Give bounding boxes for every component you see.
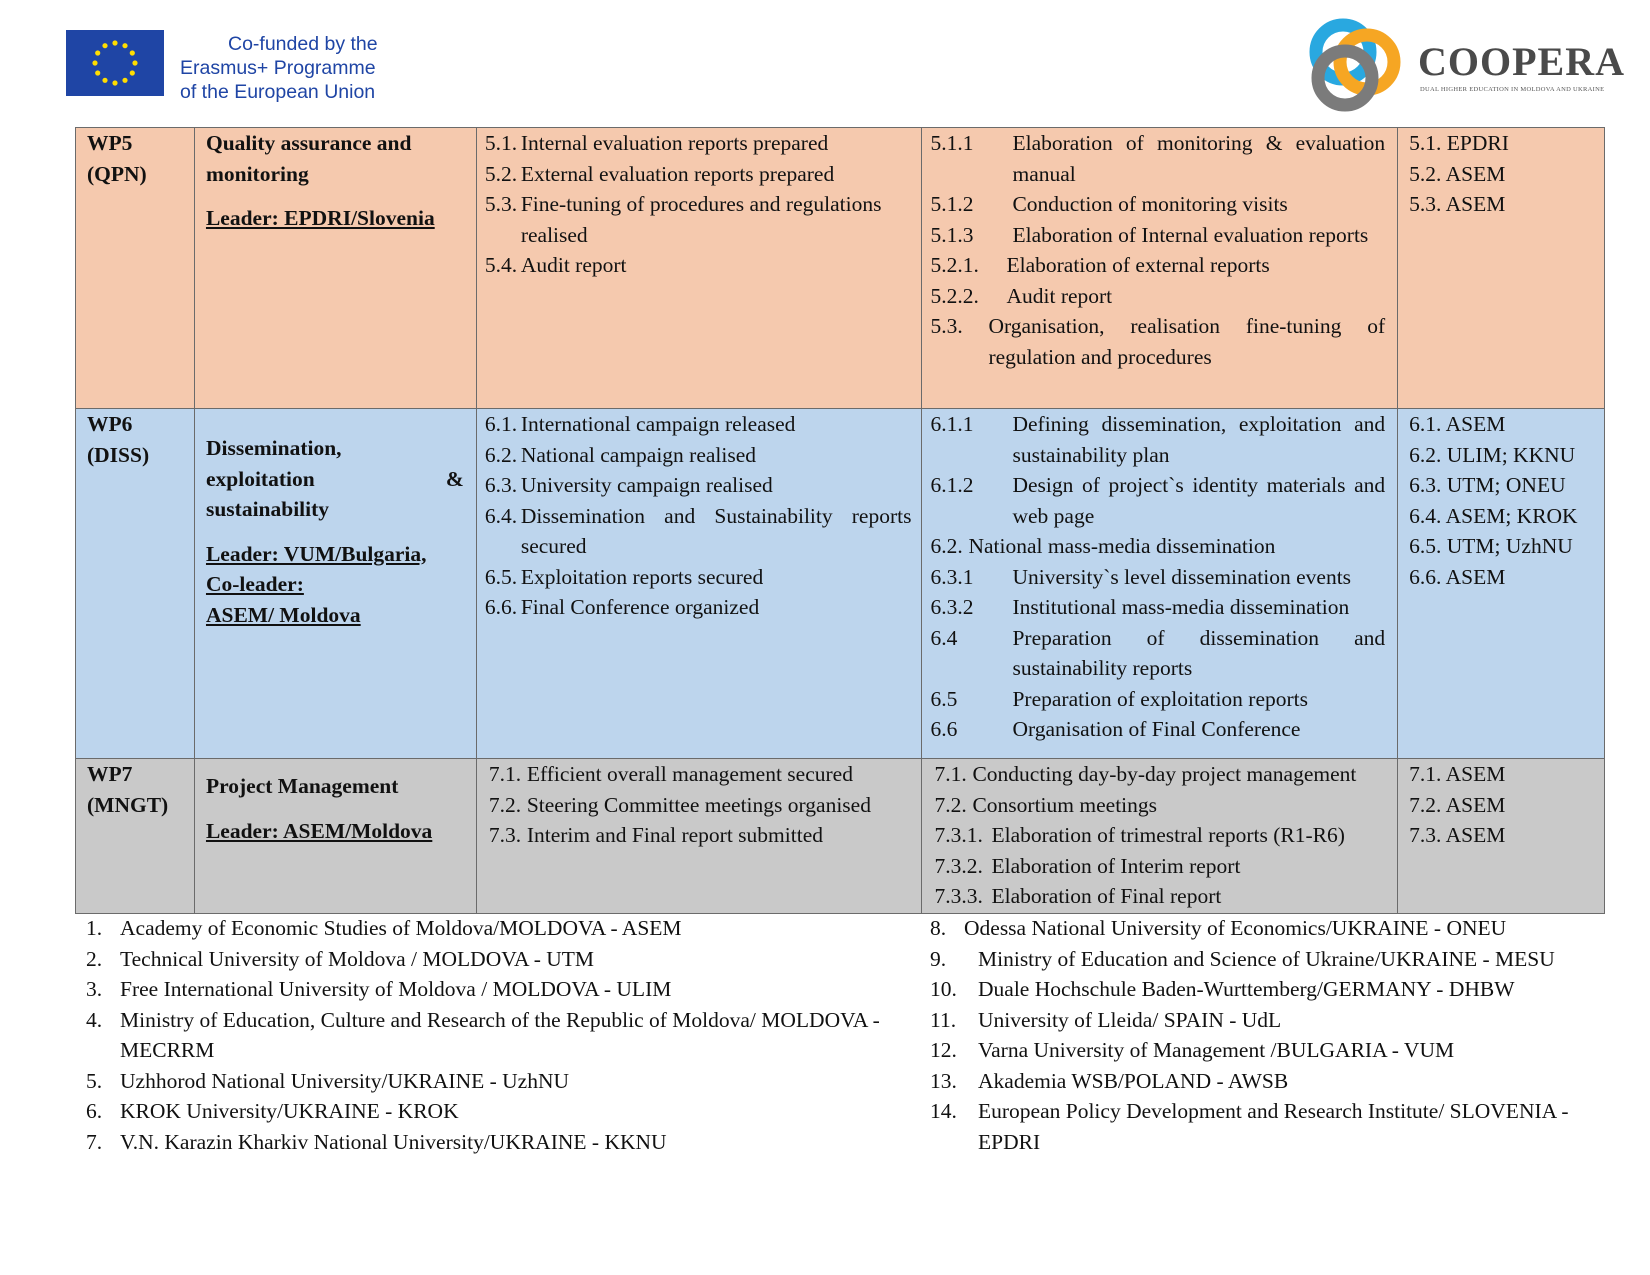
activity-text: Conducting day-by-day project management	[972, 762, 1357, 786]
list-item	[930, 1096, 1610, 1157]
wp-title-line: monitoring	[205, 161, 309, 186]
activity-text: Organisation, realisation fine-tuning of regulation and procedures	[988, 314, 1386, 369]
table-row-wp7	[76, 759, 1605, 914]
wp-partners-cell	[1398, 128, 1605, 409]
deliverable-item	[485, 250, 912, 281]
activity-item	[930, 531, 1385, 562]
wp-title-cell	[194, 128, 476, 409]
activity-text: Elaboration of monitoring & evaluation manual	[1012, 131, 1386, 186]
wp-number: WP6	[87, 412, 133, 436]
activity-text: University`s level dissemination events	[1012, 564, 1352, 589]
partner-number: 8.	[930, 916, 947, 940]
list-item	[86, 1005, 916, 1066]
deliverable-number: 6.6.	[484, 595, 518, 619]
deliverable-number: 6.2.	[484, 442, 518, 467]
wp-abbreviation: (QPN)	[87, 161, 147, 186]
activity-number: 7.3.2.	[934, 853, 983, 878]
wp-title-line: Dissemination,	[205, 436, 342, 460]
deliverable-number: 7.2.	[488, 792, 522, 817]
activity-text: Elaboration of Interim report	[991, 853, 1241, 878]
deliverable-item	[485, 592, 912, 623]
deliverable-item	[485, 409, 912, 440]
partner-number: 13.	[930, 1068, 957, 1093]
activity-number: 6.1.1	[930, 412, 974, 436]
wp-leader: Leader: ASEM/Moldova	[205, 818, 433, 843]
deliverable-text: Final Conference organized	[520, 595, 760, 619]
partner-name: Duale Hochschule Baden-Wurttemberg/GERMANY - DHBW	[978, 977, 1515, 1001]
list-item	[86, 944, 916, 975]
partner-number: 12.	[930, 1038, 957, 1062]
activity-text: Audit report	[1006, 283, 1113, 308]
deliverable-number: 7.1.	[488, 762, 522, 786]
activity-item	[930, 220, 1385, 251]
list-item	[930, 1035, 1610, 1066]
wp-abbreviation: (MNGT)	[87, 792, 169, 817]
activity-item	[930, 189, 1385, 220]
deliverable-item	[485, 189, 912, 250]
deliverable-item	[485, 501, 912, 562]
eu-flag-icon	[66, 30, 164, 96]
table-row-wp5	[76, 128, 1605, 409]
partner-assignment: 6.3. UTM; ONEU	[1409, 473, 1566, 497]
list-item	[930, 944, 1610, 975]
activity-item	[934, 790, 1385, 821]
deliverable-text: Internal evaluation reports prepared	[520, 131, 829, 155]
partner-name: Odessa National University of Economics/UKRAINE - ONEU	[964, 916, 1507, 940]
wp-abbreviation: (DISS)	[87, 442, 150, 467]
wp-title-cell	[194, 409, 476, 759]
wp-coleader-label: Co-leader:	[205, 572, 304, 596]
deliverable-number: 5.4.	[484, 253, 518, 277]
deliverable-item	[485, 470, 912, 501]
partner-number: 11.	[930, 1007, 957, 1032]
activity-number: 7.1.	[934, 762, 967, 786]
table-row-wp6	[76, 409, 1605, 759]
activity-number: 6.1.2	[930, 473, 974, 497]
activity-item	[930, 281, 1385, 312]
activity-item	[934, 851, 1385, 882]
activity-item	[930, 714, 1385, 745]
partner-assignment: 6.5. UTM; UzhNU	[1409, 534, 1573, 558]
partner-assignment: 6.4. ASEM; KROK	[1409, 503, 1578, 528]
activity-item	[930, 684, 1385, 715]
deliverable-number: 6.1.	[484, 412, 518, 436]
wp-number: WP7	[87, 762, 133, 786]
wp-coleader: ASEM/ Moldova	[205, 602, 361, 627]
activity-number: 5.2.2.	[930, 283, 979, 308]
wp-deliverables-cell	[476, 128, 922, 409]
eu-cofunded-text	[180, 32, 378, 104]
wp-partners-cell	[1398, 409, 1605, 759]
deliverable-text: University campaign realised	[520, 473, 773, 497]
list-item	[930, 974, 1610, 1005]
activity-item	[930, 623, 1385, 684]
deliverable-text: Efficient overall management secured	[526, 762, 853, 786]
wp-id-cell	[76, 759, 195, 914]
wp-id-cell	[76, 409, 195, 759]
partner-name: Ministry of Education and Science of Ukraine/UKRAINE - MESU	[978, 946, 1555, 971]
deliverable-number: 6.5.	[484, 564, 518, 589]
partner-number: 3.	[86, 977, 103, 1001]
eu-text-line-3: of the European Union	[180, 81, 376, 103]
activity-item	[930, 128, 1385, 189]
partner-assignment: 6.2. ULIM; KKNU	[1409, 442, 1576, 467]
activity-number: 6.2.	[930, 534, 963, 558]
activity-number: 5.1.3	[930, 222, 974, 247]
deliverable-item	[489, 790, 912, 821]
activity-text: Organisation of Final Conference	[1012, 717, 1301, 741]
activity-text: Consortium meetings	[972, 792, 1158, 817]
deliverable-text: Audit report	[520, 253, 627, 277]
activity-text: Design of project`s identity materials and web page	[1012, 473, 1386, 528]
deliverable-item	[485, 128, 912, 159]
activity-text: Preparation of dissemination and sustainability reports	[1012, 625, 1386, 680]
wp-id-cell	[76, 128, 195, 409]
activity-number: 7.3.3.	[934, 884, 983, 908]
partner-number: 10.	[930, 977, 957, 1001]
wp-leader: Leader: VUM/Bulgaria,	[205, 541, 427, 566]
wp-number: WP5	[87, 131, 133, 155]
partner-name: Ministry of Education, Culture and Research of the Republic of Moldova/ MOLDOVA - MECRRM	[120, 1007, 880, 1062]
partner-name: Free International University of Moldova / MOLDOVA - ULIM	[120, 977, 672, 1001]
partner-assignment: 7.3. ASEM	[1409, 823, 1506, 847]
partner-number: 5.	[86, 1068, 103, 1093]
coopera-name: COOPERA	[1418, 39, 1625, 84]
partner-name: Akademia WSB/POLAND - AWSB	[978, 1068, 1289, 1093]
activity-item	[930, 562, 1385, 593]
partner-name: Academy of Economic Studies of Moldova/MOLDOVA - ASEM	[120, 916, 682, 940]
deliverable-text: Fine-tuning of procedures and regulations realised	[520, 192, 882, 247]
partner-name: University of Lleida/ SPAIN - UdL	[978, 1007, 1282, 1032]
deliverable-item	[489, 759, 912, 790]
activity-number: 6.5	[930, 686, 958, 711]
work-package-table	[75, 127, 1605, 914]
list-item	[930, 1066, 1610, 1097]
deliverable-item	[485, 562, 912, 593]
partner-number: 1.	[86, 916, 103, 940]
partner-name: Varna University of Management /BULGARIA - VUM	[978, 1038, 1455, 1062]
partner-list-right	[930, 913, 1610, 1157]
list-item	[86, 1127, 916, 1158]
activity-item	[930, 409, 1385, 470]
activity-item	[930, 592, 1385, 623]
wp-title-cell	[194, 759, 476, 914]
deliverable-number: 5.2.	[484, 161, 518, 186]
partner-assignment: 5.2. ASEM	[1409, 161, 1506, 186]
list-item	[86, 1096, 916, 1127]
list-item	[930, 1005, 1610, 1036]
activity-number: 6.3.1	[930, 564, 974, 589]
wp-activities-cell	[922, 759, 1398, 914]
wp-title-line: sustainability	[205, 497, 330, 521]
deliverable-item	[489, 820, 912, 851]
activity-text: Institutional mass-media dissemination	[1012, 595, 1350, 619]
partner-number: 6.	[86, 1099, 103, 1123]
activity-text: National mass-media dissemination	[968, 534, 1276, 558]
partner-number: 9.	[930, 946, 947, 971]
wp-title-line: Quality assurance and	[205, 131, 412, 155]
eu-text-line-1: Co-funded by the	[228, 33, 378, 55]
list-item	[86, 913, 916, 944]
partner-assignment: 5.3. ASEM	[1409, 192, 1506, 216]
deliverable-text: Interim and Final report submitted	[526, 823, 823, 847]
partner-assignment: 7.2. ASEM	[1409, 792, 1506, 817]
deliverable-number: 5.1.	[484, 131, 518, 155]
activity-text: Elaboration of trimestral reports (R1-R6)	[991, 823, 1345, 847]
activity-item	[930, 311, 1385, 372]
deliverable-text: International campaign released	[520, 412, 796, 436]
deliverable-text: Exploitation reports secured	[520, 564, 764, 589]
deliverable-number: 6.4.	[484, 503, 518, 528]
activity-number: 7.2.	[934, 792, 967, 817]
eu-cofunded-logo	[66, 30, 378, 104]
partner-name: V.N. Karazin Kharkiv National University/UKRAINE - KKNU	[120, 1129, 667, 1154]
partner-assignment: 6.6. ASEM	[1409, 564, 1506, 589]
activity-text: Defining dissemination, exploitation and sustainability plan	[1012, 412, 1386, 467]
partner-name: KROK University/UKRAINE - KROK	[120, 1099, 459, 1123]
activity-text: Elaboration of Final report	[991, 884, 1222, 908]
activity-number: 7.3.1.	[934, 823, 983, 847]
wp-activities-cell	[922, 128, 1398, 409]
deliverable-number: 6.3.	[484, 473, 518, 497]
coopera-subtitle: DUAL HIGHER EDUCATION IN MOLDOVA AND UKRAINE	[1420, 86, 1605, 93]
activity-text: Conduction of monitoring visits	[1012, 192, 1288, 216]
deliverable-number: 5.3.	[484, 192, 518, 216]
partner-number: 14.	[930, 1099, 957, 1123]
activity-number: 6.3.2	[930, 595, 974, 619]
wp-leader: Leader: EPDRI/Slovenia	[205, 206, 435, 230]
partner-number: 2.	[86, 946, 103, 971]
partner-number: 7.	[86, 1129, 103, 1154]
deliverable-item	[485, 440, 912, 471]
deliverable-item	[485, 159, 912, 190]
wp-deliverables-cell	[476, 759, 922, 914]
activity-item	[934, 820, 1385, 851]
deliverable-text: Steering Committee meetings organised	[526, 792, 871, 817]
activity-text: Elaboration of external reports	[1006, 253, 1270, 277]
deliverable-number: 7.3.	[488, 823, 522, 847]
partner-assignment: 7.1. ASEM	[1409, 762, 1506, 786]
partner-list-left	[86, 913, 916, 1157]
activity-item	[934, 759, 1385, 790]
partner-assignment: 5.1. EPDRI	[1409, 131, 1509, 155]
activity-number: 6.4	[930, 625, 958, 650]
activity-number: 5.1.2	[930, 192, 974, 216]
activity-text: Elaboration of Internal evaluation reports	[1012, 222, 1369, 247]
wp-title-line: Project Management	[205, 774, 399, 798]
list-item	[86, 974, 916, 1005]
activity-item	[930, 470, 1385, 531]
wp-activities-cell	[922, 409, 1398, 759]
coopera-rings-icon	[1300, 14, 1410, 119]
wp-partners-cell	[1398, 759, 1605, 914]
activity-item	[934, 881, 1385, 912]
partner-assignment: 6.1. ASEM	[1409, 412, 1506, 436]
activity-number: 6.6	[930, 717, 958, 741]
activity-text: Preparation of exploitation reports	[1012, 686, 1309, 711]
activity-number: 5.2.1.	[930, 253, 979, 277]
eu-text-line-2: Erasmus+ Programme	[180, 57, 376, 79]
wp-title-line: exploitation &	[205, 466, 464, 491]
list-item	[930, 913, 1610, 944]
deliverable-text: National campaign realised	[520, 442, 757, 467]
deliverable-text: Dissemination and Sustainability reports secured	[520, 503, 912, 558]
activity-number: 5.3.	[930, 314, 963, 338]
activity-item	[930, 250, 1385, 281]
coopera-logo	[1300, 14, 1625, 119]
partner-name: Technical University of Moldova / MOLDOVA - UTM	[120, 946, 595, 971]
partner-number: 4.	[86, 1007, 103, 1032]
list-item	[86, 1066, 916, 1097]
deliverable-text: External evaluation reports prepared	[520, 161, 835, 186]
partner-name: Uzhhorod National University/UKRAINE - UzhNU	[120, 1068, 570, 1093]
activity-number: 5.1.1	[930, 131, 974, 155]
wp-deliverables-cell	[476, 409, 922, 759]
partner-name: European Policy Development and Research Institute/ SLOVENIA - EPDRI	[978, 1099, 1569, 1154]
